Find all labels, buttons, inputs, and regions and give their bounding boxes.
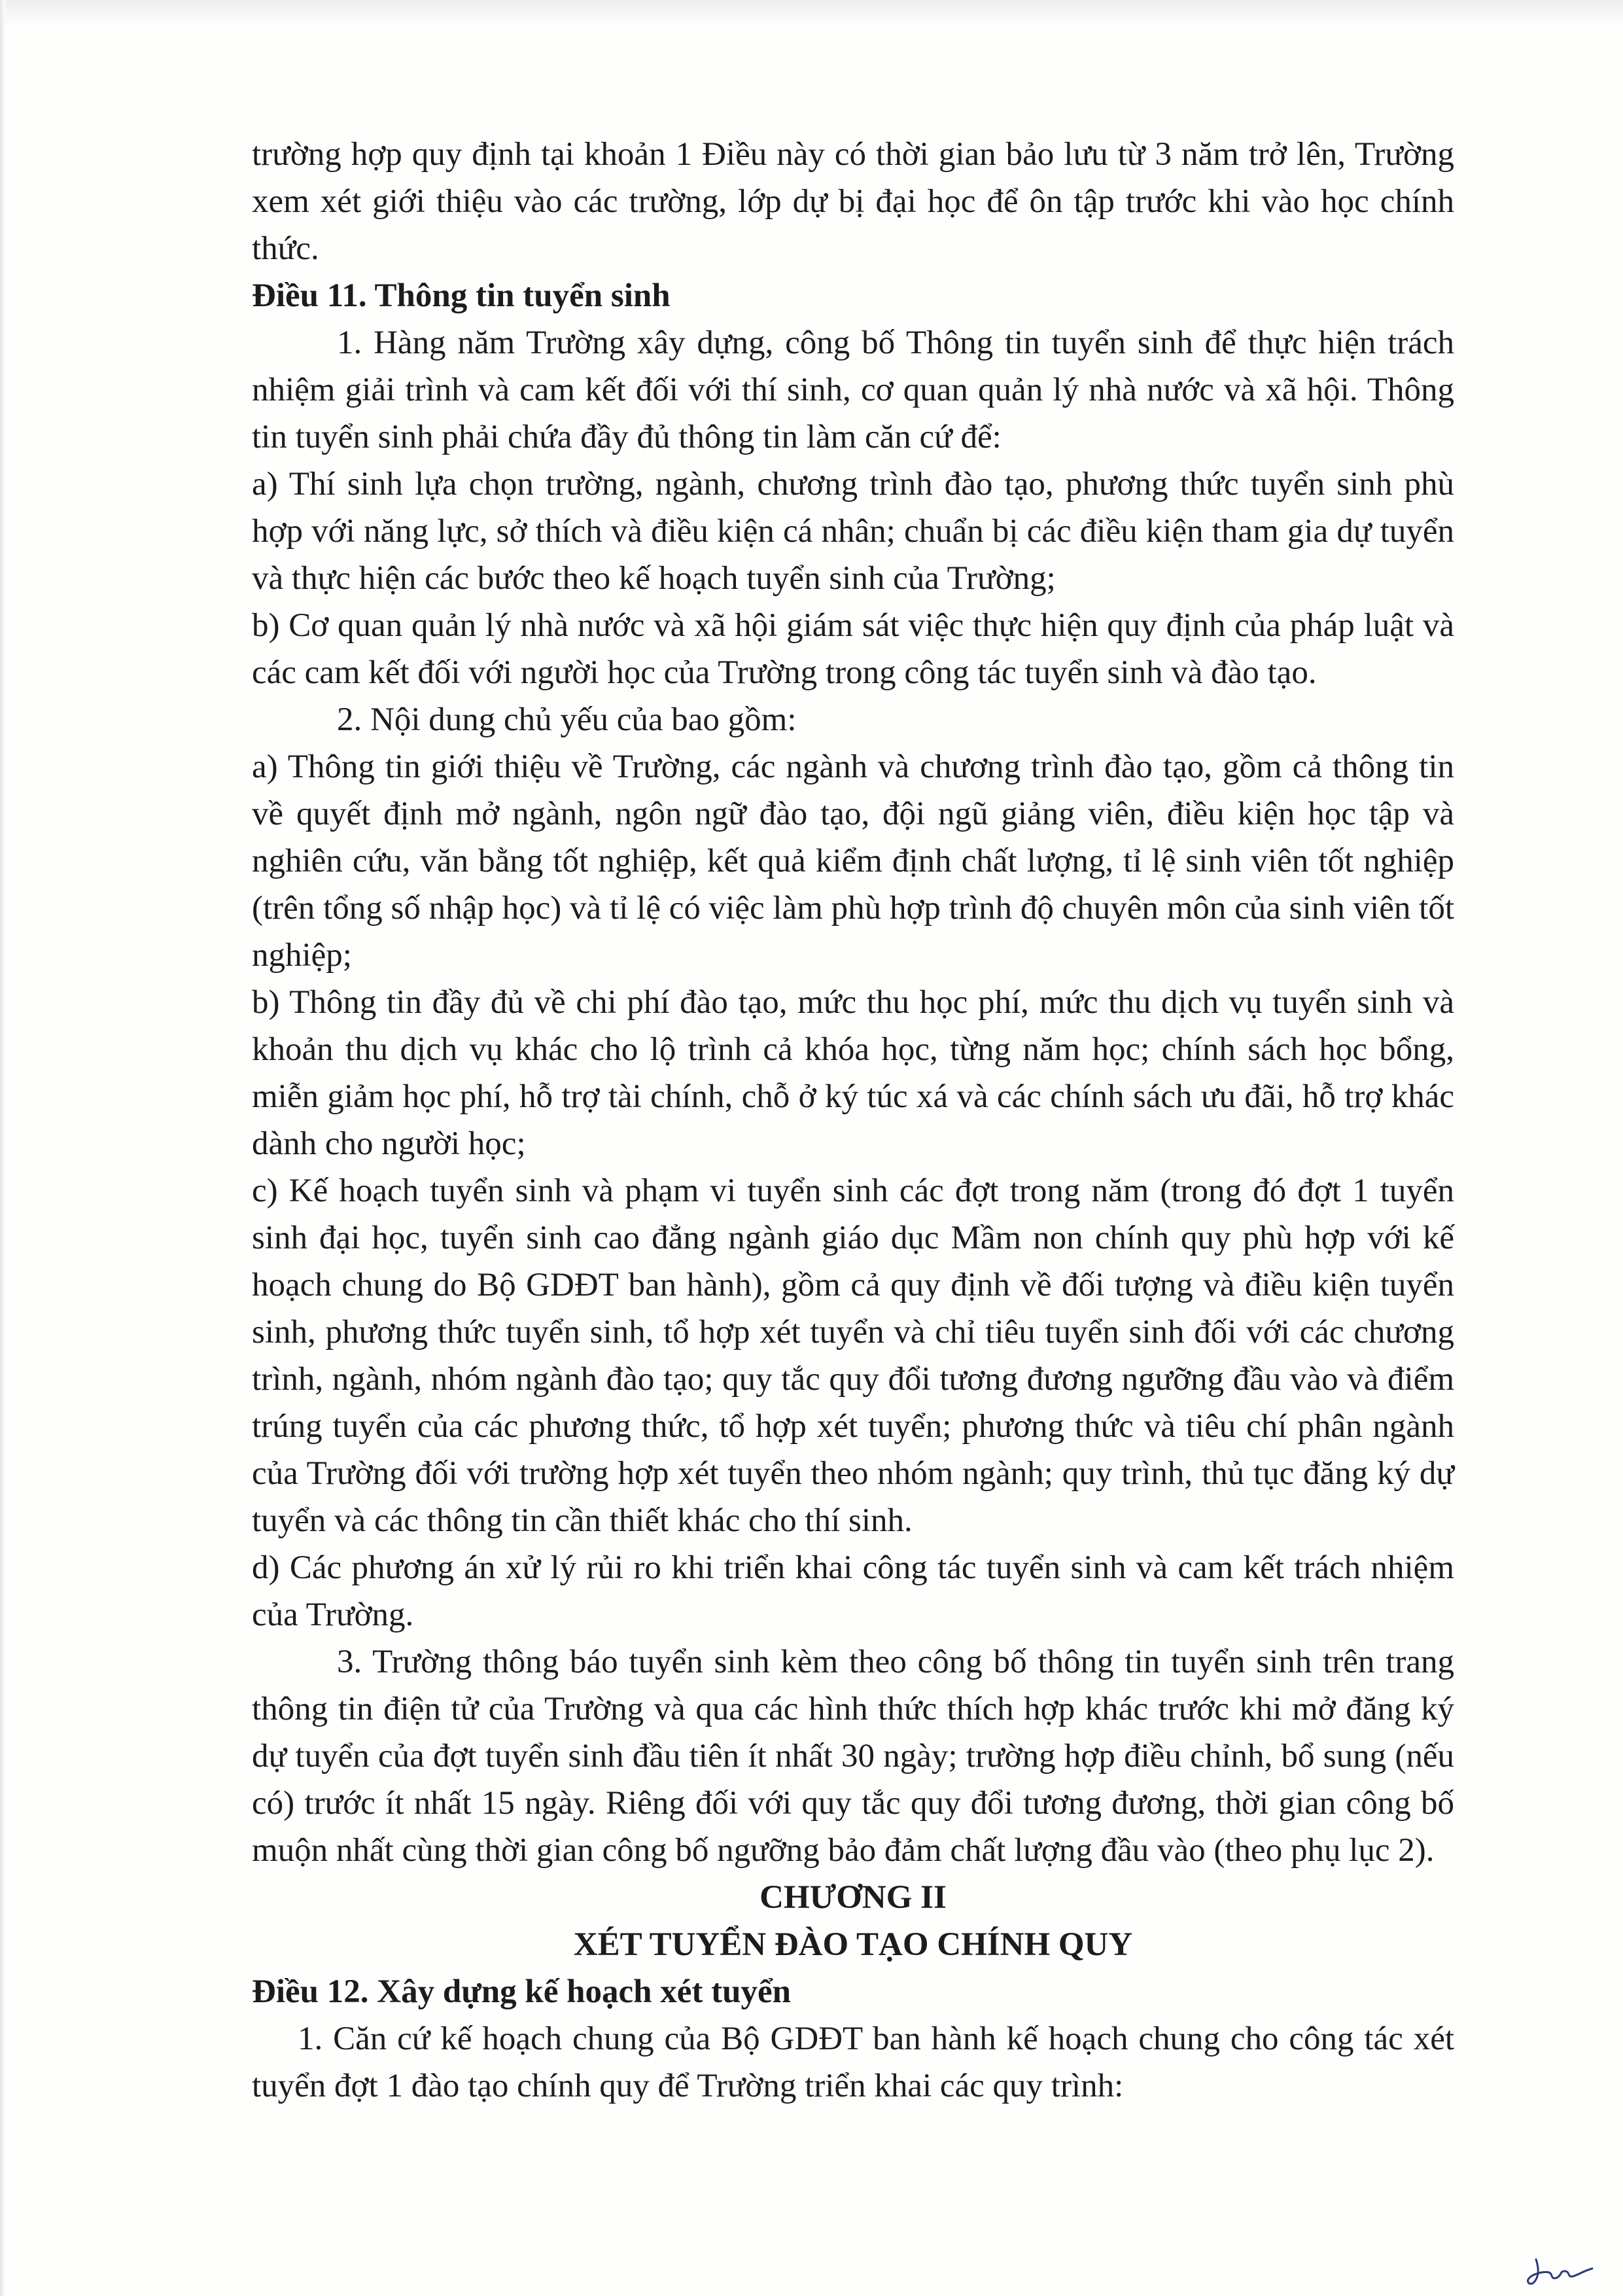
article-11-clause-2: 2. Nội dung chủ yếu của bao gồm: [337, 701, 797, 738]
scan-shadow-left [0, 0, 5, 2296]
article-11-clause-2c: c) Kế hoạch tuyển sinh và phạm vi tuyển sinh các đợt trong năm (trong đó đợt 1 tuyển sinh đại học, tuyển sinh cao đẳng ngành giáo dục Mầm non chính quy phù hợp với kế hoạch chung do Bộ GDĐT ban hành), gồm cả quy định về đối tượng và điều kiện tuyển sinh, phương thức tuyển sinh, tổ hợp xét tuyển và chỉ tiêu tuyển sinh đối với các chương trình, ngành, nhóm ngành đào tạo; quy tắc quy đổi tương đương ngưỡng đầu vào và điểm trúng tuyển của các phương thức, tổ hợp xét tuyển; phương thức và tiêu chí phân ngành của Trường đối với trường hợp xét tuyển theo nhóm ngành; quy trình, thủ tục đăng ký dự tuyển và các thông tin cần thiết khác cho thí sinh. [252, 1173, 1454, 1539]
article-11-clause-1: 1. Hàng năm Trường xây dựng, công bố Thông tin tuyển sinh để thực hiện trách nhiệm giải trình và cam kết đối với thí sinh, cơ quan quản lý nhà nước và xã hội. Thông tin tuyển sinh phải chứa đầy đủ thông tin làm căn cứ để: [252, 325, 1454, 455]
article-11-clause-2b: b) Thông tin đầy đủ về chi phí đào tạo, mức thu học phí, mức thu dịch vụ tuyển sinh và khoản thu dịch vụ khác cho lộ trình cả khóa học, từng năm học; chính sách học bổng, miễn giảm học phí, hỗ trợ tài chính, chỗ ở ký túc xá và các chính sách ưu đãi, hỗ trợ khác dành cho người học; [252, 984, 1454, 1162]
intro-paragraph: trường hợp quy định tại khoản 1 Điều này có thời gian bảo lưu từ 3 năm trở lên, Trường xem xét giới thiệu vào các trường, lớp dự bị đại học để ôn tập trước khi vào học chính thức. [252, 136, 1454, 267]
article-11-clause-3: 3. Trường thông báo tuyển sinh kèm theo công bố thông tin tuyển sinh trên trang thông tin điện tử của Trường và qua các hình thức thích hợp khác trước khi mở đăng ký dự tuyển của đợt tuyển sinh đầu tiên ít nhất 30 ngày; trường hợp điều chỉnh, bổ sung (nếu có) trước ít nhất 15 ngày. Riêng đối với quy tắc quy đổi tương đương, thời gian công bố muộn nhất cùng thời gian công bố ngưỡng bảo đảm chất lượng đầu vào (theo phụ lục 2). [252, 1644, 1454, 1869]
article-11-clause-2a: a) Thông tin giới thiệu về Trường, các ngành và chương trình đào tạo, gồm cả thông tin về quyết định mở ngành, ngôn ngữ đào tạo, đội ngũ giảng viên, điều kiện học tập và nghiên cứu, văn bằng tốt nghiệp, kết quả kiểm định chất lượng, tỉ lệ sinh viên tốt nghiệp (trên tổng số nhập học) và tỉ lệ có việc làm phù hợp trình độ chuyên môn của sinh viên tốt nghiệp; [252, 749, 1454, 974]
chapter-number: CHƯƠNG II [759, 1879, 947, 1916]
article-12-clause-1: 1. Căn cứ kế hoạch chung của Bộ GDĐT ban hành kế hoạch chung cho công tác xét tuyển đợt 1 đào tạo chính quy để Trường triển khai các quy trình: [252, 2021, 1454, 2104]
article-11-clause-1b: b) Cơ quan quản lý nhà nước và xã hội giám sát việc thực hiện quy định của pháp luật và các cam kết đối với người học của Trường trong công tác tuyển sinh và đào tạo. [252, 607, 1454, 691]
article-12-title: Điều 12. Xây dựng kế hoạch xét tuyển [252, 1973, 791, 2010]
article-11-clause-2d: d) Các phương án xử lý rủi ro khi triển khai công tác tuyển sinh và cam kết trách nhiệm của Trường. [252, 1549, 1454, 1633]
article-11-title: Điều 11. Thông tin tuyển sinh [252, 277, 671, 314]
article-11-clause-1a: a) Thí sinh lựa chọn trường, ngành, chương trình đào tạo, phương thức tuyển sinh phù hợp với năng lực, sở thích và điều kiện cá nhân; chuẩn bị các điều kiện tham gia dự tuyển và thực hiện các bước theo kế hoạch tuyển sinh của Trường; [252, 466, 1454, 597]
document-body [252, 131, 1454, 2110]
chapter-title: XÉT TUYỂN ĐÀO TẠO CHÍNH QUY [573, 1926, 1133, 1963]
signature-initials [1524, 2254, 1596, 2287]
scan-shadow-top [0, 0, 1623, 26]
